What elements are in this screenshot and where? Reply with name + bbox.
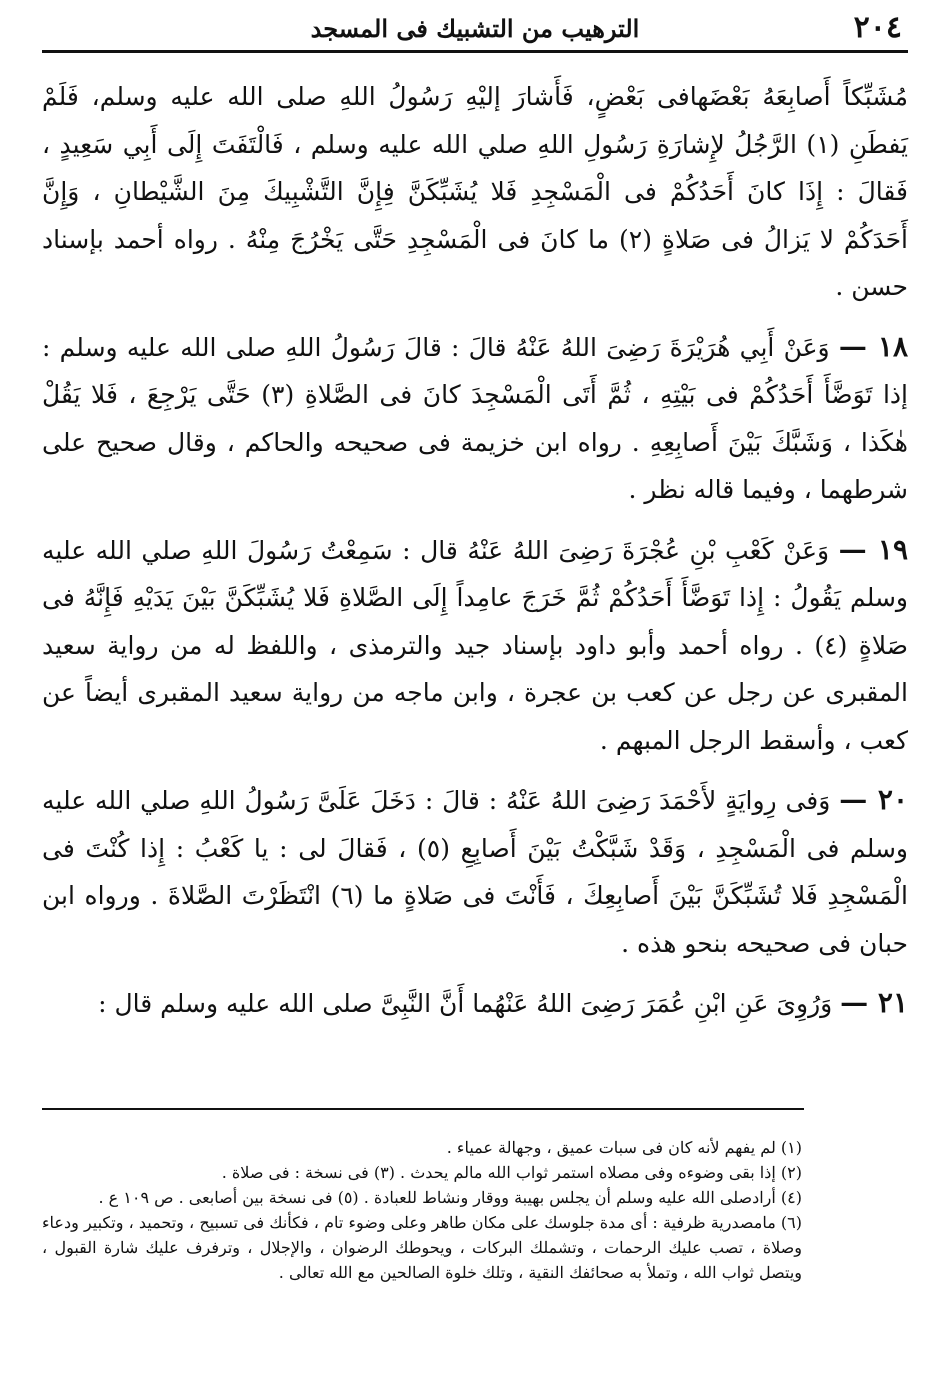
page-header: [40, 8, 910, 48]
running-title: الترهيب من التشبيك فى المسجد: [310, 14, 640, 43]
hadith-number: ١٨ —: [838, 329, 908, 363]
hadith-number: ٢٠ —: [839, 783, 908, 816]
header-divider: [42, 50, 908, 53]
paragraph: [42, 72, 908, 311]
main-text: [42, 60, 908, 1040]
footnote: (٦) مامصدرية ظرفية : أى مدة جلوسك على مكان طاهر وعلى وضوء تام ، فكأنك فى تسبيح ، وتحميد ، وتكبير ودعاء وصلاة ، تصب عليك الرحمات ، وتشملك البركات ، ويحوطك الرضوان ، والإجلال ، وترفرف عليك شارة القبول ، ويتصل ثواب الله ، وتملأ به صحائفك النقية ، وتلك خلوة الصالحين مع الله تعالى .: [42, 1213, 803, 1282]
footnote: (٢) إذا بقى وضوءه وفى مصلاه استمر ثواب الله مالم يحدث . (٣) فى نسخة : فى صلاة .: [221, 1163, 802, 1182]
paragraph: [42, 323, 908, 514]
page-number: ٢٠٤: [853, 10, 902, 45]
paragraph-text: وَفى رِوايَةٍ لأَحْمَدَ رَضِىَ اللهُ عَنْهُ : قالَ : دَخَلَ عَلَىَّ رَسُولُ اللهِ صلي الله عليه وسلم فى الْمَسْجِدِ ، وَقَدْ شَبَّكْتُ بَيْنَ أَصابِعِ (٥) ، فَقالَ لى : يا كَعْبُ : إِذا كُنْتَ فى الْمَسْجِدِ فَلا تُشَبِّكَنَّ بَيْنَ أَصابِعِكَ ، فَأَنْتَ فى صَلاةٍ ما (٦) انْتَظَرْتَ الصَّلاةَ . ورواه ابن حبان فى صحيحه بنحو هذه .: [42, 786, 908, 958]
paragraph: [42, 979, 908, 1028]
paragraph: [42, 776, 908, 967]
paragraph-text: وَعَنْ كَعْبِ بْنِ عُجْرَةَ رَضِىَ اللهُ عَنْهُ قال : سَمِعْتُ رَسُولَ اللهِ صلي الله عليه وسلم يَقُولُ : إِذا تَوَضَّأَ أَحَدُكُمْ ثُمَّ خَرَجَ عامِداً إِلَى الصَّلاةِ فَلا يُشَبِّكَنَّ بَيْنَ يَدَيْهِ فَإِنَّهُ فى صَلاةٍ (٤) . رواه أحمد وأبو داود بإسناد جيد والترمذى ، واللفظ له من رواية سعيد المقبرى عن رجل عن كعب بن عجرة ، وابن ماجه من رواية سعيد المقبرى أيضاً عن كعب ، وأسقط الرجل المبهم .: [42, 535, 908, 755]
footnote: (٤) أرادصلى الله عليه وسلم أن يجلس بهيبة ووقار ونشاط للعبادة . (٥) فى نسخة بين أصابعى . ص ١٠٩ ع .: [98, 1188, 802, 1207]
paragraph-text: وَعَنْ أَبِي هُرَيْرَةَ رَضِىَ اللهُ عَنْهُ قالَ : قالَ رَسُولُ اللهِ صلى الله عليه وسلم : إذا تَوَضَّأَ أَحَدُكُمْ فى بَيْتِهِ ، ثُمَّ أَتَى الْمَسْجِدَ كانَ فى الصَّلاةِ (٣) حَتَّى يَرْجِعَ ، فَلا يَقُلْ هٰكَذا ، وَشَبَّكَ بَيْنَ أَصابِعِهِ . رواه ابن خزيمة فى صحيحه والحاكم ، وقال صحيح على شرطهما ، وفيما قاله نظر .: [42, 332, 908, 504]
paragraph-text: وَرُوِىَ عَنِ ابْنِ عُمَرَ رَضِىَ اللهُ عَنْهُما أَنَّ النَّبِىَّ صلى الله عليه وسلم قال :: [98, 989, 833, 1018]
footnote: (١) لم يفهم لأنه كان فى سبات عميق ، وجهالة عمياء .: [446, 1138, 802, 1157]
paragraph: [42, 526, 908, 765]
footnote-divider: [42, 1108, 804, 1110]
paragraph-text: مُشَبِّكاً أَصابِعَهُ بَعْضَهافى بَعْضٍ، فَأَشارَ إليْهِ رَسُولُ اللهِ صلى الله عليه وسلم، فَلَمْ يَفطَنِ (١) الرَّجُلُ لإِشارَةِ رَسُولِ اللهِ صلي الله عليه وسلم ، فَالْتَفَتَ إِلَى أَبِي سَعِيدٍ ، فَقالَ : إِذَا كانَ أَحَدُكُمْ فى الْمَسْجِدِ فَلا يُشَبِّكَنَّ فِإِنَّ التَّشْبِيكَ مِنَ الشَّيْطانِ ، وَإِنَّ أَحَدَكُمْ لا يَزالُ فى صَلاةٍ (٢) ما كانَ فى الْمَسْجِدِ حَتَّى يَخْرُجَ مِنْهُ . رواه أحمد بإسناد حسن .: [42, 82, 909, 301]
hadith-number: ١٩ —: [838, 532, 908, 566]
hadith-number: ٢١ —: [840, 986, 908, 1019]
footnotes: [42, 1135, 802, 1285]
